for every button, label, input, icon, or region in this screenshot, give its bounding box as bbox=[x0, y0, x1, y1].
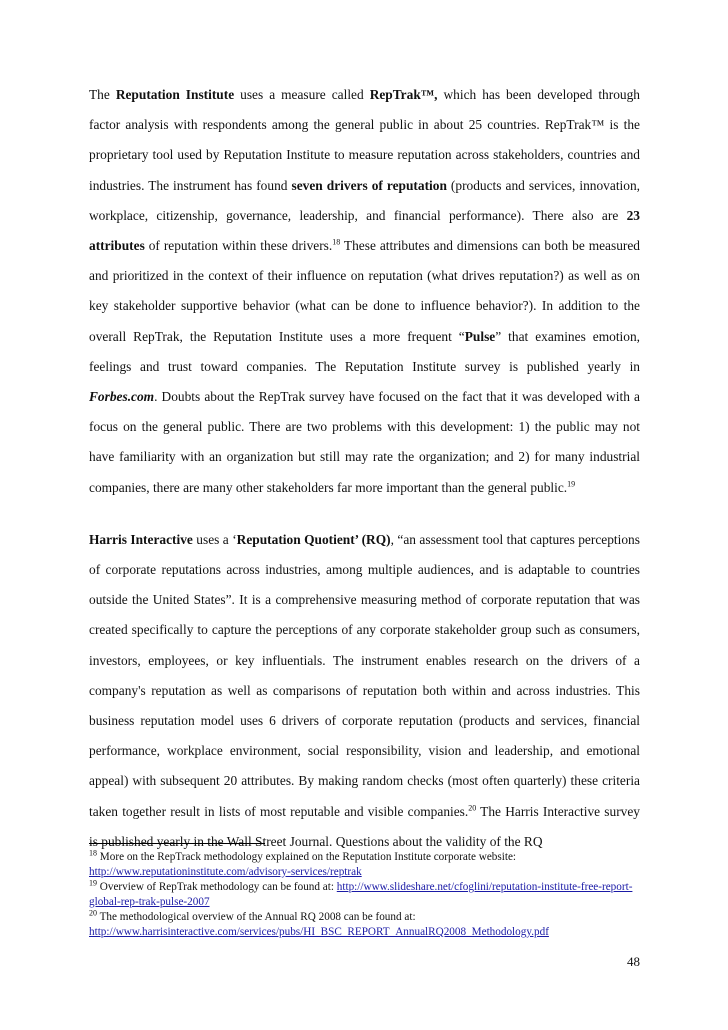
footnote-link-reptrak[interactable]: http://www.reputationinstitute.com/advisory-services/reptrak bbox=[89, 865, 362, 878]
footnote-ref-18[interactable]: 18 bbox=[332, 237, 341, 247]
bold-reputation-institute: Reputation Institute bbox=[115, 87, 235, 102]
footnote-19: $^{19}$ Overview of RepTrak methodology can be found at: http://www.slideshare.net/cfoglini/reputation-institute-free-report-global-rep-trak-pulse-2007 bbox=[89, 878, 633, 908]
footnote-number: 19 bbox=[89, 878, 97, 888]
body-text bbox=[89, 80, 640, 857]
bold-seven-drivers: seven drivers of reputation bbox=[291, 177, 447, 193]
paragraph-reptrak: The Reputation Institute uses a measure called RepTrak™, which has been developed through factor analysis with respondents among the general public in about 25 countries. RepTrak™ is the proprietary tool used by Reputation Institute to measure reputation across stakeholders, countries and industries. The instrument has found seven drivers of reputation (products and services, innovation, workplace, citizenship, governance, leadership, and financial performance). There also are 23 attributes of reputation within these drivers.$^{18}$ These attributes and dimensions can both be measured and prioritized in the context of their influence on reputation (what drives reputation?) as well as on key stakeholder supportive behavior (what can be done to influence behavior?). In addition to the overall RepTrak, the Reputation Institute uses a more frequent “Pulse” that examines emotion, feelings and trust toward companies. The Reputation Institute survey is published yearly in Forbes.com. Doubts about the RepTrak survey have focused on the fact that it was developed with a focus on the general public. There are two problems with this development: 1) the public may not have familiarity with an organization but still may rate the organization; and 2) for many industrial companies, there are many other stakeholders far more important than the general public.$^{19}$ bbox=[89, 87, 641, 495]
page-number: 48 bbox=[627, 954, 640, 969]
bold-reptrak: RepTrak™, bbox=[369, 87, 438, 102]
footnote-separator bbox=[89, 843, 265, 844]
footnote-18: $^{18}$ More on the RepTrack methodology explained on the Reputation Institute corporate website: http://www.reputationinstitute.com/advisory-services/reptrak bbox=[89, 848, 517, 878]
footnotes bbox=[89, 850, 649, 941]
bold-pulse: Pulse bbox=[464, 328, 496, 344]
footnote-number: 20 bbox=[89, 908, 97, 918]
paragraph-harris: Harris Interactive uses a ‘Reputation Quotient’ (RQ), “an assessment tool that captures perceptions of corporate reputations across industries, among multiple audiences, and is adaptable to countries outside the United States”. It is a comprehensive measuring method of corporate reputation that was created specifically to capture the perceptions of any corporate stakeholder group such as consumers, investors, employees, or key influentials. The instrument enables research on the drivers of a company's reputation as well as comparisons of reputation both within and across industries. This business reputation model uses 6 drivers of corporate reputation (products and services, financial performance, workplace environment, social responsibility, vision and leadership, and emotional appeal) with subsequent 20 attributes. By making random checks (most often quarterly) these criteria taken together result in lists of most reputable and visible companies.$^{20}$ The Harris Interactive survey is published yearly in the Wall Street Journal. Questions about the validity of the RQ bbox=[89, 531, 640, 849]
footnote-number: 18 bbox=[89, 848, 97, 858]
footnote-ref-20[interactable]: 20 bbox=[468, 803, 477, 813]
footnote-link-slideshare[interactable]: http://www.slideshare.net/cfoglini/reputation-institute-free-report-global-rep-trak-pulse-2007 bbox=[89, 881, 633, 908]
bold-23-attributes: 23 attributes bbox=[89, 207, 640, 254]
footnote-link-harris[interactable]: http://www.harrisinteractive.com/services/pubs/HI_BSC_REPORT_AnnualRQ2008_Methodology.pdf bbox=[89, 925, 549, 938]
footnote-ref-19[interactable]: 19 bbox=[567, 479, 576, 489]
bold-italic-forbes: Forbes.com bbox=[89, 389, 155, 405]
bold-harris-interactive: Harris Interactive bbox=[89, 531, 193, 547]
footnote-20: $^{20}$ The methodological overview of the Annual RQ 2008 can be found at: http://www.harrisinteractive.com/services/pubs/HI_BSC_REPORT_AnnualRQ2008_Methodology.pdf bbox=[89, 908, 549, 938]
bold-reputation-quotient: Reputation Quotient’ (RQ) bbox=[236, 531, 391, 547]
